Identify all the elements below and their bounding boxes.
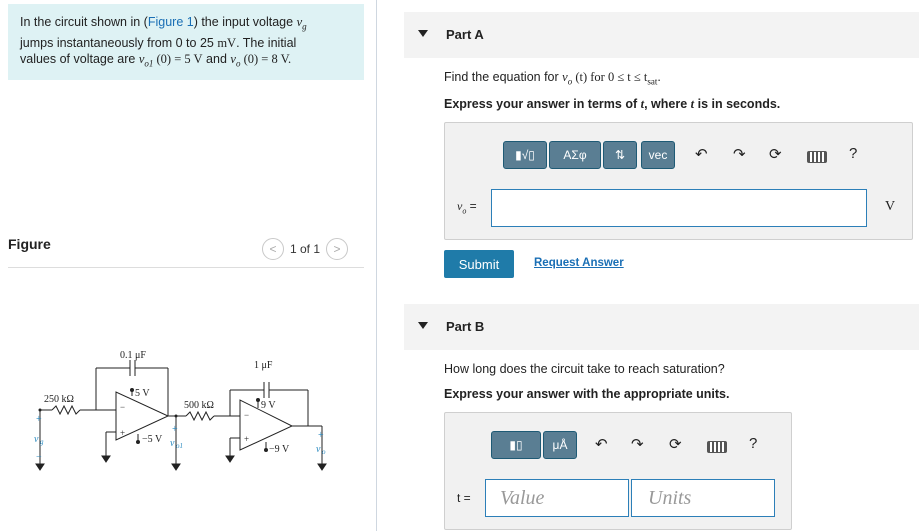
keyboard-icon[interactable] [807, 151, 827, 163]
v1-neg-label: −5 V [142, 434, 163, 445]
op2-minus-sign: − [244, 410, 250, 420]
arrows-button[interactable] [603, 141, 637, 169]
vg-plus: + [36, 414, 42, 425]
vg-label-sub: g [40, 438, 44, 446]
units-input[interactable] [631, 479, 775, 517]
vec-icon: vec [648, 148, 668, 162]
units-icon: μÅ [552, 438, 568, 452]
var-sat-sub: sat [647, 76, 658, 87]
keyboard-icon[interactable] [707, 441, 727, 453]
r2-label: 500 kΩ [184, 400, 214, 411]
var-t: t [640, 97, 645, 111]
var-vo-sub: o [567, 76, 573, 87]
part-a-input[interactable] [491, 189, 867, 227]
op2-plus-sign: + [244, 434, 250, 444]
request-answer-link[interactable]: Request Answer [534, 257, 624, 269]
reset-icon[interactable]: ⟳ [669, 436, 682, 453]
var-vo: v [562, 70, 568, 84]
vo1-label: v [170, 438, 175, 449]
greek-icon: ΑΣφ [563, 148, 587, 162]
chevron-left-icon: < [269, 242, 277, 256]
help-icon[interactable]: ? [749, 435, 758, 452]
part-a-title: Part A [446, 27, 484, 42]
v2-pos-label: 9 V [261, 400, 276, 411]
arrows-icon: ⇅ [614, 148, 626, 162]
problem-text: . The initial [236, 35, 297, 50]
caret-down-icon [418, 30, 428, 37]
templates-icon: ▮√▯ [515, 148, 535, 162]
var-vo: v [230, 51, 236, 66]
vec-button[interactable] [641, 141, 675, 169]
redo-icon[interactable]: ↷ [733, 146, 746, 163]
vo1-plus: + [172, 424, 178, 435]
part-b-instruction: Express your answer with the appropriate units. [444, 387, 730, 401]
vo-value: (0) = 8 V. [240, 51, 292, 66]
c1-label: 0.1 μF [120, 350, 146, 361]
question-range: (t) for 0 ≤ t ≤ t [572, 70, 648, 84]
problem-text: In the circuit shown in ( [20, 15, 148, 29]
problem-statement [8, 4, 364, 80]
greek-button[interactable] [549, 141, 601, 169]
c2-label: 1 μF [254, 360, 273, 371]
part-a-header[interactable] [404, 12, 919, 58]
var-label: t = [457, 491, 471, 505]
var-vo-sub: o [462, 206, 467, 216]
op1-minus-sign: − [120, 402, 126, 412]
pager-count: 1 of 1 [290, 242, 321, 256]
templates-button[interactable] [491, 431, 541, 459]
help-icon[interactable]: ? [849, 145, 858, 162]
figure-pager [262, 238, 348, 260]
caret-down-icon [418, 322, 428, 329]
value-placeholder: Value [500, 487, 545, 509]
vo-label: v [316, 444, 321, 455]
var-vo1-sub: o1 [144, 58, 154, 68]
op1-plus-sign: + [120, 428, 126, 438]
undo-icon[interactable]: ↶ [695, 146, 708, 163]
submit-button[interactable]: Submit [444, 250, 514, 278]
chevron-right-icon: > [333, 242, 341, 256]
part-b-header[interactable] [404, 304, 919, 350]
var-vo: v [457, 199, 463, 213]
figure-link[interactable]: Figure 1 [147, 15, 194, 29]
next-figure-button[interactable] [326, 238, 348, 260]
var-vg: v [296, 15, 303, 29]
units-button[interactable] [543, 431, 577, 459]
prev-figure-button[interactable] [262, 238, 284, 260]
v2-neg-label: −9 V [269, 444, 290, 455]
vg-minus: − [36, 452, 42, 463]
vo-label-sub: o [322, 448, 326, 456]
vo1-label-sub: o1 [176, 442, 183, 450]
part-a-question [444, 70, 661, 87]
r1-label: 250 kΩ [44, 394, 74, 405]
figure-title: Figure [8, 236, 51, 252]
var-label [457, 199, 477, 215]
redo-icon[interactable]: ↷ [631, 436, 644, 453]
equals-sign: = [466, 199, 477, 213]
instruction-text: Express your answer in terms of [444, 97, 641, 111]
templates-icon: ▮▯ [509, 438, 523, 452]
vo1-value: (0) = 5 V [153, 51, 203, 66]
problem-text: values of voltage are [20, 51, 139, 66]
part-b-question: How long does the circuit take to reach saturation? [444, 362, 725, 376]
var-t: t [690, 97, 695, 111]
var-vg-sub: g [302, 21, 307, 32]
problem-text: and [202, 51, 231, 66]
circuit-diagram [20, 338, 360, 478]
part-a-instruction [444, 97, 780, 112]
units-placeholder: Units [648, 487, 692, 509]
part-b-title: Part B [446, 319, 485, 334]
var-vo1: v [138, 51, 145, 66]
unit-label: V [885, 199, 896, 214]
templates-button[interactable] [503, 141, 547, 169]
reset-icon[interactable]: ⟳ [769, 146, 782, 163]
unit-mv: mV [217, 35, 237, 50]
vo-plus: + [318, 430, 324, 441]
vg-label: v [34, 434, 39, 445]
value-input[interactable] [485, 479, 629, 517]
var-vo-sub: o [235, 58, 241, 68]
v1-pos-label: 5 V [135, 388, 150, 399]
question-text: . [657, 70, 661, 84]
part-a-answer-box [444, 122, 913, 240]
instruction-text: is in seconds. [694, 97, 781, 111]
problem-text: jumps instantaneously from 0 to 25 [20, 35, 218, 50]
question-text: Find the equation for [444, 70, 563, 84]
undo-icon[interactable]: ↶ [595, 436, 608, 453]
problem-text: ) the input voltage [193, 15, 297, 29]
part-b-answer-box [444, 412, 792, 530]
instruction-text: , where [644, 97, 691, 111]
panel-divider [376, 0, 377, 531]
figure-divider [8, 267, 364, 268]
